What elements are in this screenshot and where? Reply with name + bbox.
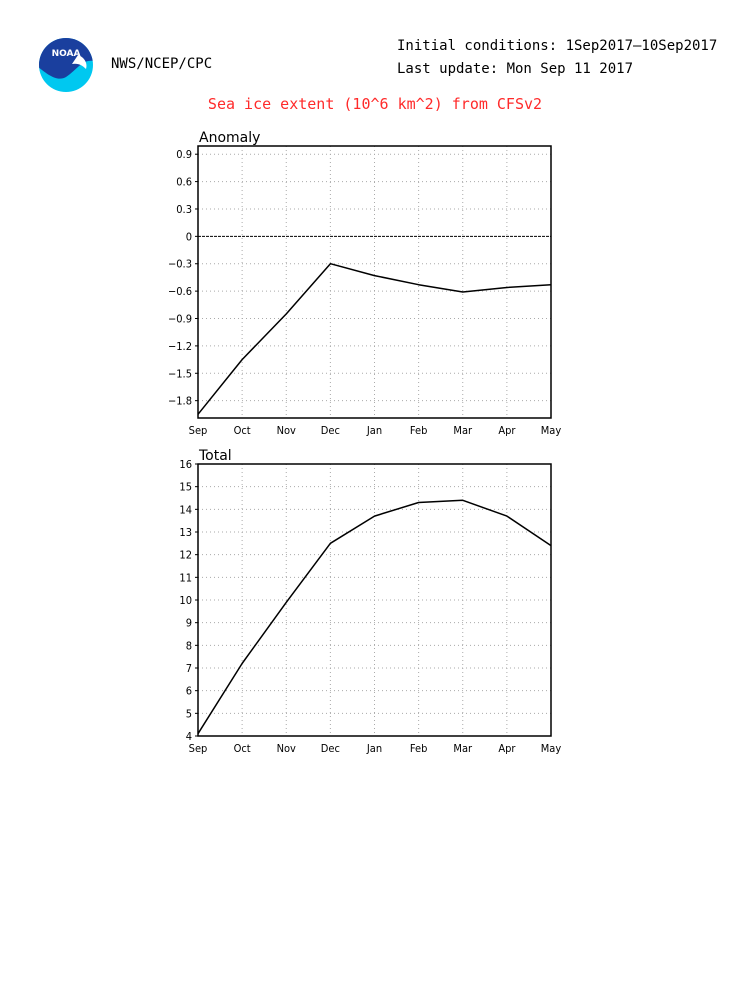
anomaly-x-tick-label: Sep — [188, 424, 208, 437]
anomaly-y-tick-label: −0.3 — [167, 257, 192, 271]
anomaly-panel-title: Anomaly — [199, 130, 261, 146]
total-x-tick-label: Mar — [453, 742, 473, 755]
anomaly-y-tick-label: −0.9 — [167, 312, 192, 326]
total-panel-title: Total — [199, 448, 232, 464]
total-x-tick-label: Dec — [320, 742, 340, 755]
total-y-tick-label: 14 — [179, 503, 192, 517]
total-y-tick-label: 4 — [185, 730, 192, 743]
agency-label: NWS/NCEP/CPC — [111, 56, 213, 72]
total-y-tick-label: 11 — [179, 571, 192, 585]
anomaly-x-tick-label: Jan — [366, 424, 383, 437]
total-x-tick-label: Oct — [233, 742, 251, 755]
total-panel — [179, 448, 561, 755]
anomaly-y-tick-label: −1.8 — [167, 394, 192, 408]
anomaly-y-tick-label: 0.9 — [176, 148, 192, 162]
anomaly-y-tick-label: 0 — [185, 230, 192, 244]
total-y-tick-label: 5 — [185, 707, 192, 721]
anomaly-y-tick-label: −0.6 — [167, 285, 192, 299]
total-x-tick-label: Nov — [276, 742, 296, 755]
total-x-tick-label: Apr — [498, 742, 516, 755]
total-y-tick-label: 8 — [185, 639, 192, 653]
total-y-tick-label: 16 — [179, 458, 192, 471]
anomaly-x-tick-label: Mar — [453, 424, 473, 437]
total-y-tick-label: 7 — [185, 662, 192, 675]
total-x-tick-label: May — [540, 742, 562, 755]
total-x-tick-label: Jan — [366, 742, 383, 755]
anomaly-x-tick-label: Apr — [498, 424, 516, 437]
total-y-tick-label: 10 — [179, 594, 192, 607]
total-y-tick-label: 15 — [179, 480, 192, 494]
anomaly-y-tick-label: −1.5 — [167, 367, 192, 381]
total-y-tick-label: 13 — [179, 526, 192, 539]
last-update: Last update: Mon Sep 11 2017 — [397, 61, 634, 77]
anomaly-y-tick-label: 0.3 — [176, 202, 192, 216]
total-x-tick-label: Sep — [188, 742, 208, 755]
initial-conditions: Initial conditions: 1Sep2017–10Sep2017 — [397, 38, 718, 54]
anomaly-x-tick-label: May — [540, 424, 562, 437]
anomaly-x-tick-label: Feb — [409, 424, 428, 437]
anomaly-x-tick-label: Dec — [320, 424, 340, 437]
anomaly-x-tick-label: Oct — [233, 424, 251, 437]
anomaly-y-tick-label: −1.2 — [167, 339, 192, 353]
anomaly-panel — [168, 130, 561, 437]
total-y-tick-label: 12 — [179, 548, 192, 562]
total-x-tick-label: Feb — [409, 742, 428, 755]
anomaly-x-tick-label: Nov — [276, 424, 296, 437]
anomaly-y-tick-label: 0.6 — [176, 175, 192, 189]
chart-title: Sea ice extent (10^6 km^2) from CFSv2 — [207, 95, 543, 113]
total-y-tick-label: 6 — [185, 684, 192, 698]
total-y-tick-label: 9 — [185, 616, 192, 630]
logo-text: NOAA — [51, 49, 81, 59]
